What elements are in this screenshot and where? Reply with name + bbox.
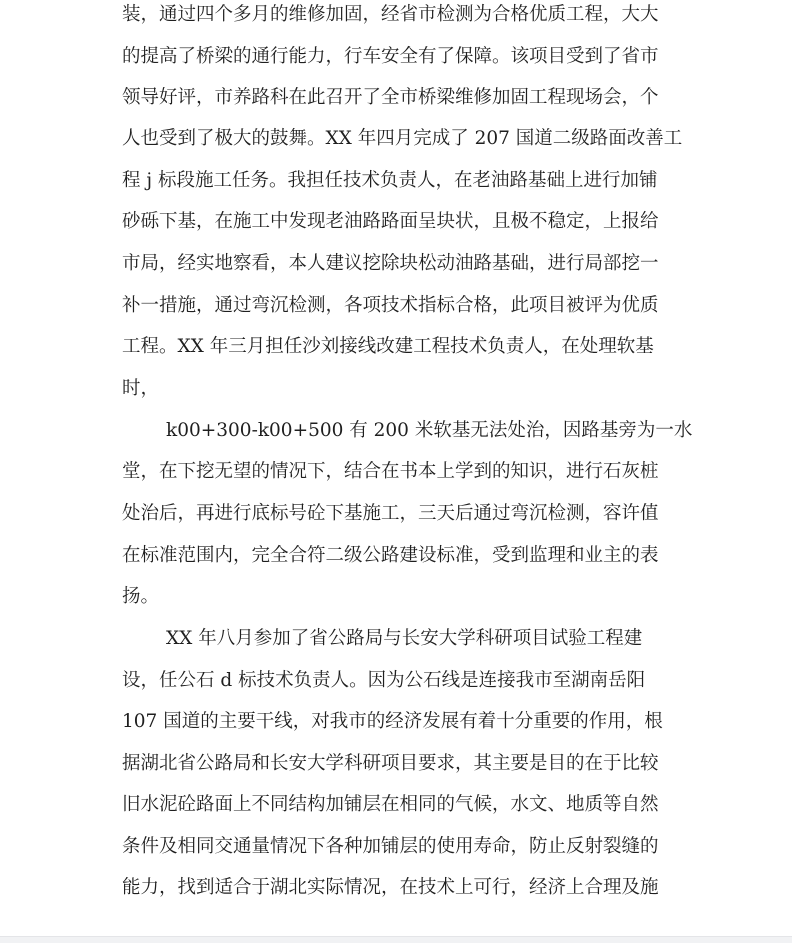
text-line: 市局，经实地察看，本人建议挖除块松动油路基础，进行局部挖一 — [122, 253, 659, 274]
text-line: 工程。XX 年三月担任沙刘接线改建工程技术负责人，在处理软基 — [122, 336, 654, 357]
paragraph-start-line: k00+300-k00+500 有 200 米软基无法处治，因路基旁为一水 — [166, 420, 693, 441]
text-line: 旧水泥砼路面上不同结构加铺层在相同的气候，水文、地质等自然 — [122, 794, 659, 815]
text-line: 领导好评，市养路科在此召开了全市桥梁维修加固工程现场会，个 — [122, 87, 659, 108]
text-line: 砂砾下基，在施工中发现老油路路面呈块状，且极不稳定，上报给 — [122, 211, 659, 232]
text-line: 设，任公石 d 标技术负责人。因为公石线是连接我市至湖南岳阳 — [122, 670, 646, 691]
text-line: 的提高了桥梁的通行能力，行车安全有了保障。该项目受到了省市 — [122, 46, 659, 67]
page-bottom-edge — [0, 936, 792, 943]
text-line: 据湖北省公路局和长安大学科研项目要求，其主要是目的在于比较 — [122, 753, 659, 774]
text-line: 处治后，再进行底标号砼下基施工，三天后通过弯沉检测，容许值 — [122, 503, 659, 524]
text-line: 补一措施，通过弯沉检测，各项技术指标合格，此项目被评为优质 — [122, 295, 659, 316]
paragraph-start-line: XX 年八月参加了省公路局与长安大学科研项目试验工程建 — [166, 628, 643, 649]
text-line: 扬。 — [122, 586, 160, 607]
text-line: 装，通过四个多月的维修加固，经省市检测为合格优质工程，大大 — [122, 4, 659, 25]
text-line: 时， — [122, 378, 160, 399]
text-line: 条件及相同交通量情况下各种加铺层的使用寿命，防止反射裂缝的 — [122, 836, 659, 857]
text-line: 在标准范围内，完全合符二级公路建设标准，受到监理和业主的表 — [122, 545, 659, 566]
text-line: 人也受到了极大的鼓舞。XX 年四月完成了 207 国道二级路面改善工 — [122, 128, 683, 149]
text-line: 程 j 标段施工任务。我担任技术负责人，在老油路基础上进行加铺 — [122, 170, 658, 191]
text-line: 107 国道的主要干线，对我市的经济发展有着十分重要的作用，根 — [122, 711, 663, 732]
text-line: 能力，找到适合于湖北实际情况，在技术上可行，经济上合理及施 — [122, 877, 659, 898]
text-line: 堂，在下挖无望的情况下，结合在书本上学到的知识，进行石灰桩 — [122, 461, 659, 482]
